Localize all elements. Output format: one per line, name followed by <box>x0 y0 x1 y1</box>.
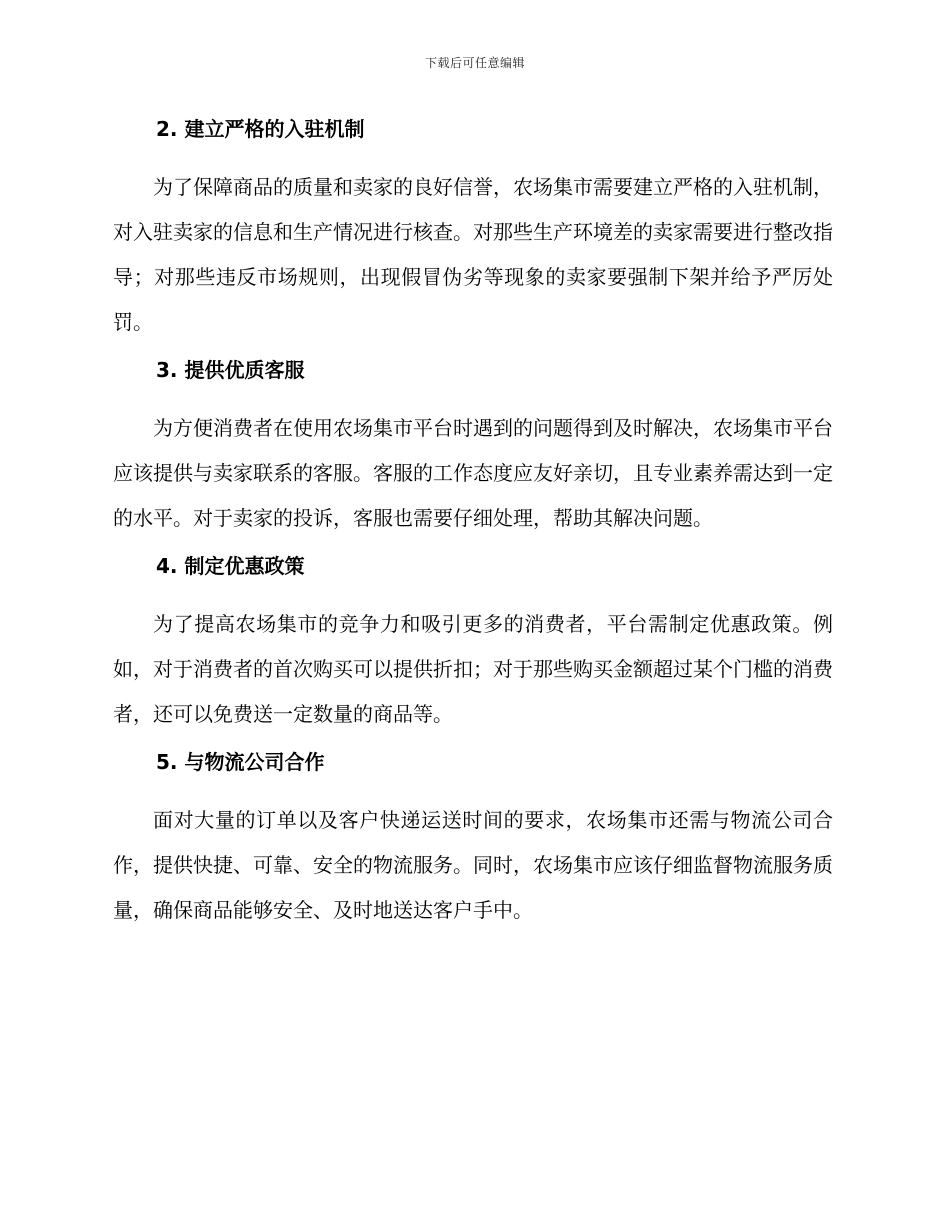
section-logistics-partnership <box>113 747 833 933</box>
section-paragraph: 为方便消费者在使用农场集市平台时遇到的问题得到及时解决，农场集市平台应该提供与卖家联系的客服。客服的工作态度应友好亲切，且专业素养需达到一定的水平。对于卖家的投诉，客服也需要仔细处理，帮助其解决问题。 <box>113 416 833 530</box>
section-heading: 5. 与物流公司合作 <box>156 750 325 774</box>
section-discount-policy <box>113 551 833 737</box>
section-heading: 2. 建立严格的入驻机制 <box>156 117 365 141</box>
section-entry-mechanism <box>113 114 833 345</box>
header-note: 下载后可任意编辑 <box>424 56 525 70</box>
section-customer-service <box>113 355 833 541</box>
document-content <box>113 108 833 933</box>
section-paragraph: 为了保障商品的质量和卖家的良好信誉，农场集市需要建立严格的入驻机制，对入驻卖家的信息和生产情况进行核查。对那些生产环境差的卖家需要进行整改指导；对那些违反市场规则，出现假冒伪劣等现象的卖家要强制下架并给予严厉处罚。 <box>113 175 833 334</box>
section-paragraph: 为了提高农场集市的竞争力和吸引更多的消费者，平台需制定优惠政策。例如，对于消费者的首次购买可以提供折扣；对于那些购买金额超过某个门槛的消费者，还可以免费送一定数量的商品等。 <box>113 612 833 726</box>
section-paragraph: 面对大量的订单以及客户快递运送时间的要求，农场集市还需与物流公司合作，提供快捷、可靠、安全的物流服务。同时，农场集市应该仔细监督物流服务质量，确保商品能够安全、及时地送达客户手中。 <box>113 808 833 922</box>
section-heading: 4. 制定优惠政策 <box>156 554 305 578</box>
section-heading: 3. 提供优质客服 <box>156 358 305 382</box>
